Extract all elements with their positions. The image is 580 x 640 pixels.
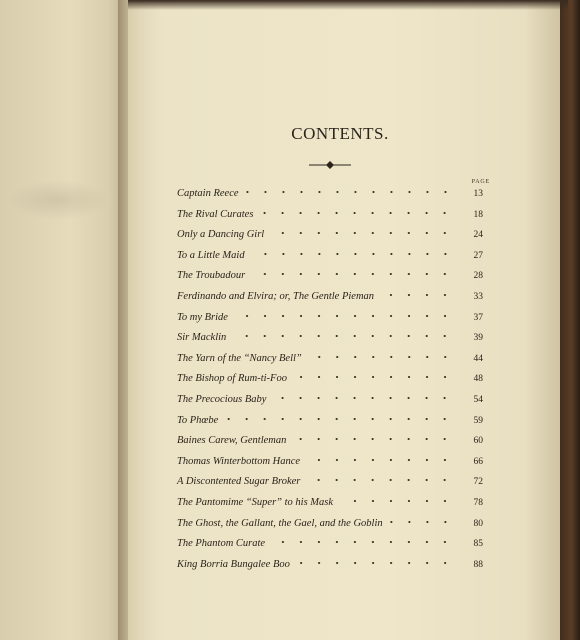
dot-leader (223, 415, 454, 423)
toc-entry-title: The Yarn of the “Nancy Bell” (177, 352, 302, 364)
toc-entry-page: 66 (473, 456, 483, 467)
book-gutter (118, 0, 140, 640)
toc-entry (177, 394, 483, 412)
contents-heading: CONTENTS. (291, 124, 389, 143)
toc-entry-page: 24 (473, 230, 483, 241)
toc-entry-page: 28 (473, 271, 483, 282)
toc-entry-title: Sir Macklin (177, 332, 227, 344)
show-through-print (8, 180, 108, 220)
toc-entry-page: 44 (473, 353, 483, 364)
toc-entry-page: 60 (473, 436, 483, 447)
toc-entry (177, 291, 483, 309)
toc-entry-page: 59 (473, 415, 483, 426)
toc-entry (177, 312, 483, 330)
toc-entry-page: 33 (473, 292, 483, 302)
toc-entry-title: To a Little Maid (177, 249, 245, 261)
toc-entry-title: The Precocious Baby (177, 394, 267, 405)
toc-entry-title: Baines Carew, Gentleman (177, 435, 287, 447)
dot-leader (388, 518, 454, 526)
toc-entry-title: The Ghost, the Gallant, the Gael, and the Goblin (177, 517, 383, 529)
diamond-ornament-icon (308, 159, 352, 171)
dot-leader (250, 270, 454, 278)
dot-leader (258, 209, 454, 217)
toc-entry (177, 353, 483, 371)
dot-leader (292, 373, 454, 381)
dot-leader (233, 312, 454, 320)
dot-leader (231, 332, 454, 340)
toc-entry (177, 270, 483, 288)
toc-entry (177, 373, 483, 391)
toc-entry (177, 456, 483, 474)
book-cover-edge (558, 0, 580, 640)
toc-entry (177, 435, 483, 453)
dot-leader (291, 435, 454, 443)
toc-entry-page: 85 (473, 539, 483, 550)
toc-entry-page: 18 (473, 209, 483, 220)
toc-entry (177, 209, 483, 227)
toc-entry-title: The Pantomime “Super” to his Mask (177, 497, 334, 508)
toc-entry (177, 497, 483, 515)
toc-entry (177, 188, 483, 206)
dot-leader (305, 476, 454, 484)
toc-entry-title: The Bishop of Rum-ti-Foo (177, 373, 287, 385)
toc-entry (177, 250, 483, 268)
toc-entry-title: To Phœbe (177, 414, 219, 426)
toc-entry-title: The Troubadour (177, 270, 246, 282)
toc-entry-page: 72 (473, 477, 483, 488)
toc-entry (177, 229, 483, 247)
page-top-shadow (128, 0, 568, 10)
toc-entry-title: Only a Dancing Girl (177, 229, 265, 241)
dot-leader (270, 538, 454, 546)
page-column-label: PAGE (471, 179, 490, 185)
toc-entry-page: 39 (473, 333, 483, 344)
toc-entry-title: The Rival Curates (177, 208, 254, 220)
toc-entry-title: A Discontented Sugar Broker (177, 476, 301, 488)
toc-entry-title: King Borria Bungalee Boo (177, 558, 290, 570)
toc-entry (177, 476, 483, 494)
dot-leader (307, 353, 454, 361)
toc-entry-page: 13 (473, 189, 483, 199)
toc-entry-page: 54 (473, 395, 483, 405)
toc-entry (177, 538, 483, 556)
toc-entry-page: 88 (473, 559, 483, 570)
toc-entry-page: 48 (473, 374, 483, 385)
toc-entry (177, 332, 483, 350)
dot-leader (271, 394, 454, 402)
toc-entry-title: Ferdinando and Elvira; or, The Gentle Pieman (177, 291, 375, 302)
toc-entry-page: 27 (473, 250, 483, 261)
toc-entry-page: 80 (473, 518, 483, 529)
toc-entry (177, 415, 483, 433)
dot-leader (269, 229, 454, 237)
toc-entry-title: Thomas Winterbottom Hance (177, 455, 301, 467)
dot-leader (250, 250, 454, 258)
dot-leader (305, 456, 454, 464)
toc-entry (177, 559, 483, 577)
dot-leader (244, 188, 454, 196)
toc-entry-title: Captain Reece (177, 188, 239, 199)
dot-leader (379, 291, 454, 299)
left-page (0, 0, 128, 640)
toc-entry (177, 518, 483, 536)
dot-leader (338, 497, 454, 505)
toc-entry-title: To my Bride (177, 311, 228, 323)
toc-entry-page: 78 (473, 498, 483, 508)
toc-entry-title: The Phantom Curate (177, 538, 266, 550)
dot-leader (295, 559, 454, 567)
toc-entry-page: 37 (473, 312, 483, 323)
